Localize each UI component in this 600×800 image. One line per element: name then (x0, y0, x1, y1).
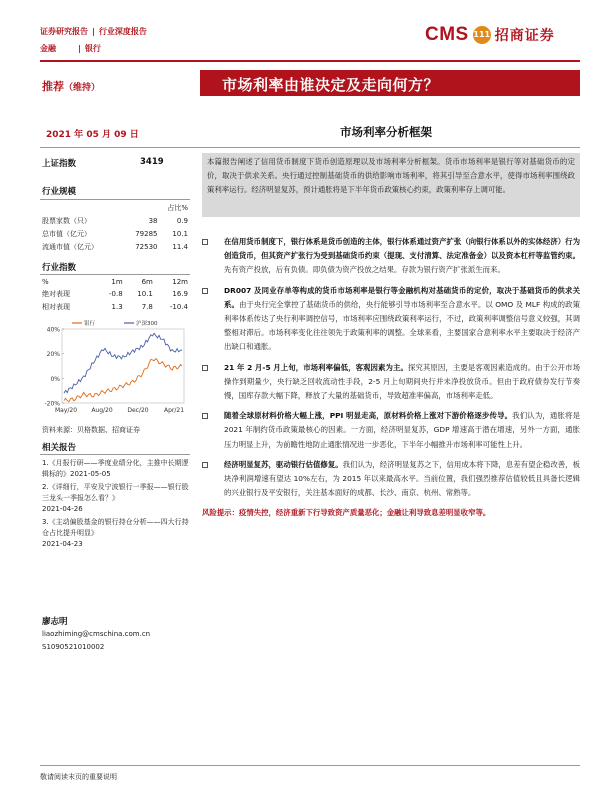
bullet-square-icon (202, 365, 208, 371)
series-line-hs300 (64, 333, 182, 393)
logo-badge-icon: 111 (473, 26, 491, 44)
analyst-name: 廖志明 (42, 617, 68, 627)
x-tick-label: Aug/20 (91, 407, 113, 414)
scale-title: 行业规模 (42, 187, 77, 197)
related-report-text: 1.《月报行研——季度业绩分化，主推中长期逻辑标的》 (42, 459, 189, 478)
bullet-square-icon (202, 413, 208, 419)
section-title: 市场利率分析框架 (340, 125, 432, 139)
header-separator: | (78, 44, 81, 53)
related-report-item[interactable] (42, 517, 190, 550)
perf-name: 相对表现 (42, 302, 70, 311)
perf-value: 10.1 (137, 289, 153, 298)
bullet-item (202, 361, 580, 404)
bullet-text: 由于央行完全掌控了基础货币的供给，央行能够引导市场利率至合意水平。以 OMO 及 MLF 构成的政策利率体系传达了央行利率调控信号，市场利率应围绕政策利率运行，不过，政策利率调整信号意义较强，其调整相对滞后。市场利率变化往往领先于政策利率的调整。全球来看，主要国家合意利率水平主要取决于经济产出缺口和通胀。 (224, 299, 580, 352)
legend-label: 沪深300 (136, 321, 158, 327)
bullet-text: 我们认为，经济明显复苏之下，信用成本将下降，息差有望企稳改善，板块净利润增速有望达 10%左右，为 2015 年以来最高水平。当前位置，我们强烈推荐估值较低且具备长逻辑的兴业银行及平安银行，关注基本面好的成都、长沙、南京、杭州、常熟等。 (224, 459, 580, 498)
logo-cn-text: 招商证券 (494, 28, 555, 44)
index-label: 上证指数 (42, 159, 77, 169)
logo-cms-text: CMS (425, 24, 469, 45)
footer-note: 敬请阅读末页的重要说明 (40, 773, 117, 781)
scale-pct: 11.4 (172, 242, 188, 251)
y-tick-label: 40% (46, 326, 60, 334)
table-row (42, 300, 188, 313)
main-title: 市场利率由谁决定及走向何方？ (222, 76, 440, 94)
bullet-text: 我们认为，通胀将是 2021 年制约货币政策最核心的因素。一方面，经济明显复苏，GDP 增速高于潜在增速，另外一方面，通胀压力明显上升，为前瞻性地防止通胀情况进一步恶化，下半年小幅推升市场利率可能性上升。 (224, 411, 580, 449)
related-report-text: 2.《详细行，平安及宁波银行一季报——银行股三龙头一季报怎么看？》 (42, 483, 189, 502)
perf-header: 6m (141, 277, 153, 286)
x-tick-label: May/20 (54, 407, 78, 414)
header-separator: | (92, 27, 95, 36)
bullet-lead: 经济明显复苏，驱动银行估值修复。 (224, 459, 343, 469)
bullet-item (202, 409, 580, 452)
x-tick-label: Apr/21 (163, 407, 185, 414)
perf-header: % (42, 277, 49, 286)
footer-rule (40, 765, 580, 766)
perf-header: 12m (172, 277, 188, 286)
perf-value: -0.8 (109, 289, 123, 298)
chart-source: 资料来源：贝格数据、招商证券 (42, 426, 140, 434)
rating-label: 推荐 (42, 80, 64, 93)
related-report-date: 2021-04-26 (42, 505, 83, 513)
table-row (42, 240, 188, 253)
industry-label: 银行 (84, 44, 101, 53)
table-row (42, 227, 188, 240)
scale-value: 79285 (135, 229, 158, 238)
report-date: 2021 年 05 月 09 日 (46, 130, 139, 140)
scale-name: 股票家数（只） (42, 216, 91, 225)
bullet-square-icon (202, 288, 208, 294)
perf-header: 1m (111, 277, 123, 286)
related-rule (40, 454, 190, 455)
title-bar (200, 70, 580, 96)
perf-value: 16.9 (172, 289, 188, 298)
scale-value: 38 (148, 216, 158, 225)
bullet-lead: 在信用货币制度下，银行体系是货币创造的主体，银行体系通过资产扩张（向银行体系以外的实体经济）行为创造货币，但其资产扩张行为受到基础货币约束（提现、支付清算、法定准备金）以及资本杠杆等监管约束。 (224, 237, 580, 261)
summary-box: 本篇报告阐述了信用货币制度下货币创造原理以及市场利率分析框架。货币市场利率是银行等对基础货币的定价，取决于供求关系。央行通过控制基础货币的供给影响市场利率，将其引导至合意水平，使得市场利率围绕政策利率运行。经济明显复苏，预计通胀将是下半年货币政策核心约束，政策利率存上调可能。 (202, 153, 580, 217)
perf-table (42, 276, 188, 313)
index-value: 3419 (140, 157, 164, 167)
bullet-item (202, 284, 580, 355)
table-row (42, 287, 188, 300)
bullet-square-icon (202, 462, 208, 468)
scale-rule (40, 199, 190, 200)
bullet-text: 探究其原因，主要是客观因素造成的。由于公开市场操作到期量少，央行缺乏回收流动性手段，2-5 月上旬期间央行并未净投放货币。但由于政府债券发行节奏慢，国库存款大幅下降，释放了大量的基础货币，导致超准率偏高，市场利率走低。 (224, 362, 580, 401)
chart-frame (62, 329, 184, 403)
perf-title: 行业指数 (42, 263, 77, 273)
bullet-item (202, 458, 580, 501)
date-rule (40, 147, 580, 148)
related-title: 相关报告 (42, 443, 77, 453)
scale-name: 流通市值（亿元） (42, 242, 98, 251)
perf-value: -10.4 (169, 302, 188, 311)
y-tick-label: 20% (46, 351, 60, 359)
scale-value: 72530 (135, 242, 158, 251)
legend-label: 银行 (84, 321, 96, 327)
table-row (42, 214, 188, 227)
report-category: 行业深度报告 (98, 27, 147, 36)
rating (42, 78, 100, 94)
perf-name: 绝对表现 (42, 289, 70, 298)
related-report-item[interactable] (42, 482, 190, 515)
y-tick-label: 0% (50, 375, 60, 383)
bullet-text: 先有资产投放，后有负债。即负债为资产投放之结果。存款为银行资产扩张派生而来。 (224, 265, 505, 275)
header-rule (40, 60, 580, 62)
scale-pct: 10.1 (172, 229, 188, 238)
bullet-lead: 随着全球原材料价格大幅上涨，PPI 明显走高，原材料价格上涨对下游价格逐步传导。 (224, 411, 513, 421)
scale-col-header: 占比% (167, 203, 188, 212)
bullet-square-icon (202, 239, 208, 245)
related-report-date: 2021-05-05 (70, 470, 111, 478)
bullet-lead: 21 年 2 月-5 月上旬，市场利率偏低，客观因素为主。 (224, 362, 408, 372)
related-report-date: 2021-04-23 (42, 540, 83, 548)
related-list (42, 458, 190, 550)
perf-value: 1.3 (111, 302, 123, 311)
x-tick-label: Dec/20 (127, 407, 149, 414)
perf-rule (40, 274, 190, 275)
scale-pct: 0.9 (176, 216, 188, 225)
perf-value: 7.8 (141, 302, 153, 311)
bullet-item (202, 235, 580, 278)
bullet-lead: DR007 及同业存单等构成的货币市场利率是银行等金融机构对基础货币的定价，取决于基础货币的供求关系。 (224, 285, 580, 309)
bullet-list (202, 235, 580, 520)
analyst-email[interactable]: liaozhiming@cmschina.com.cn (42, 630, 151, 638)
series-line-bank (64, 359, 182, 402)
related-report-text: 3.《主动偏股基金的银行持仓分析——四大行持仓占比提升明显》 (42, 518, 189, 537)
performance-chart (38, 315, 190, 423)
scale-name: 总市值（亿元） (42, 229, 91, 238)
risk-warning: 风险提示：疫情失控，经济重新下行导致资产质量恶化；金融让利导致息差明显收窄等。 (202, 508, 491, 518)
scale-table (42, 201, 188, 253)
analyst-license: S1090521010002 (42, 643, 105, 651)
sector-label: 金融 (40, 44, 56, 53)
y-tick-label: -20% (44, 400, 60, 408)
related-report-item[interactable] (42, 458, 190, 480)
report-type: 证券研究报告 (40, 27, 88, 36)
cms-logo (425, 24, 555, 46)
rating-note: （维持） (64, 83, 101, 93)
